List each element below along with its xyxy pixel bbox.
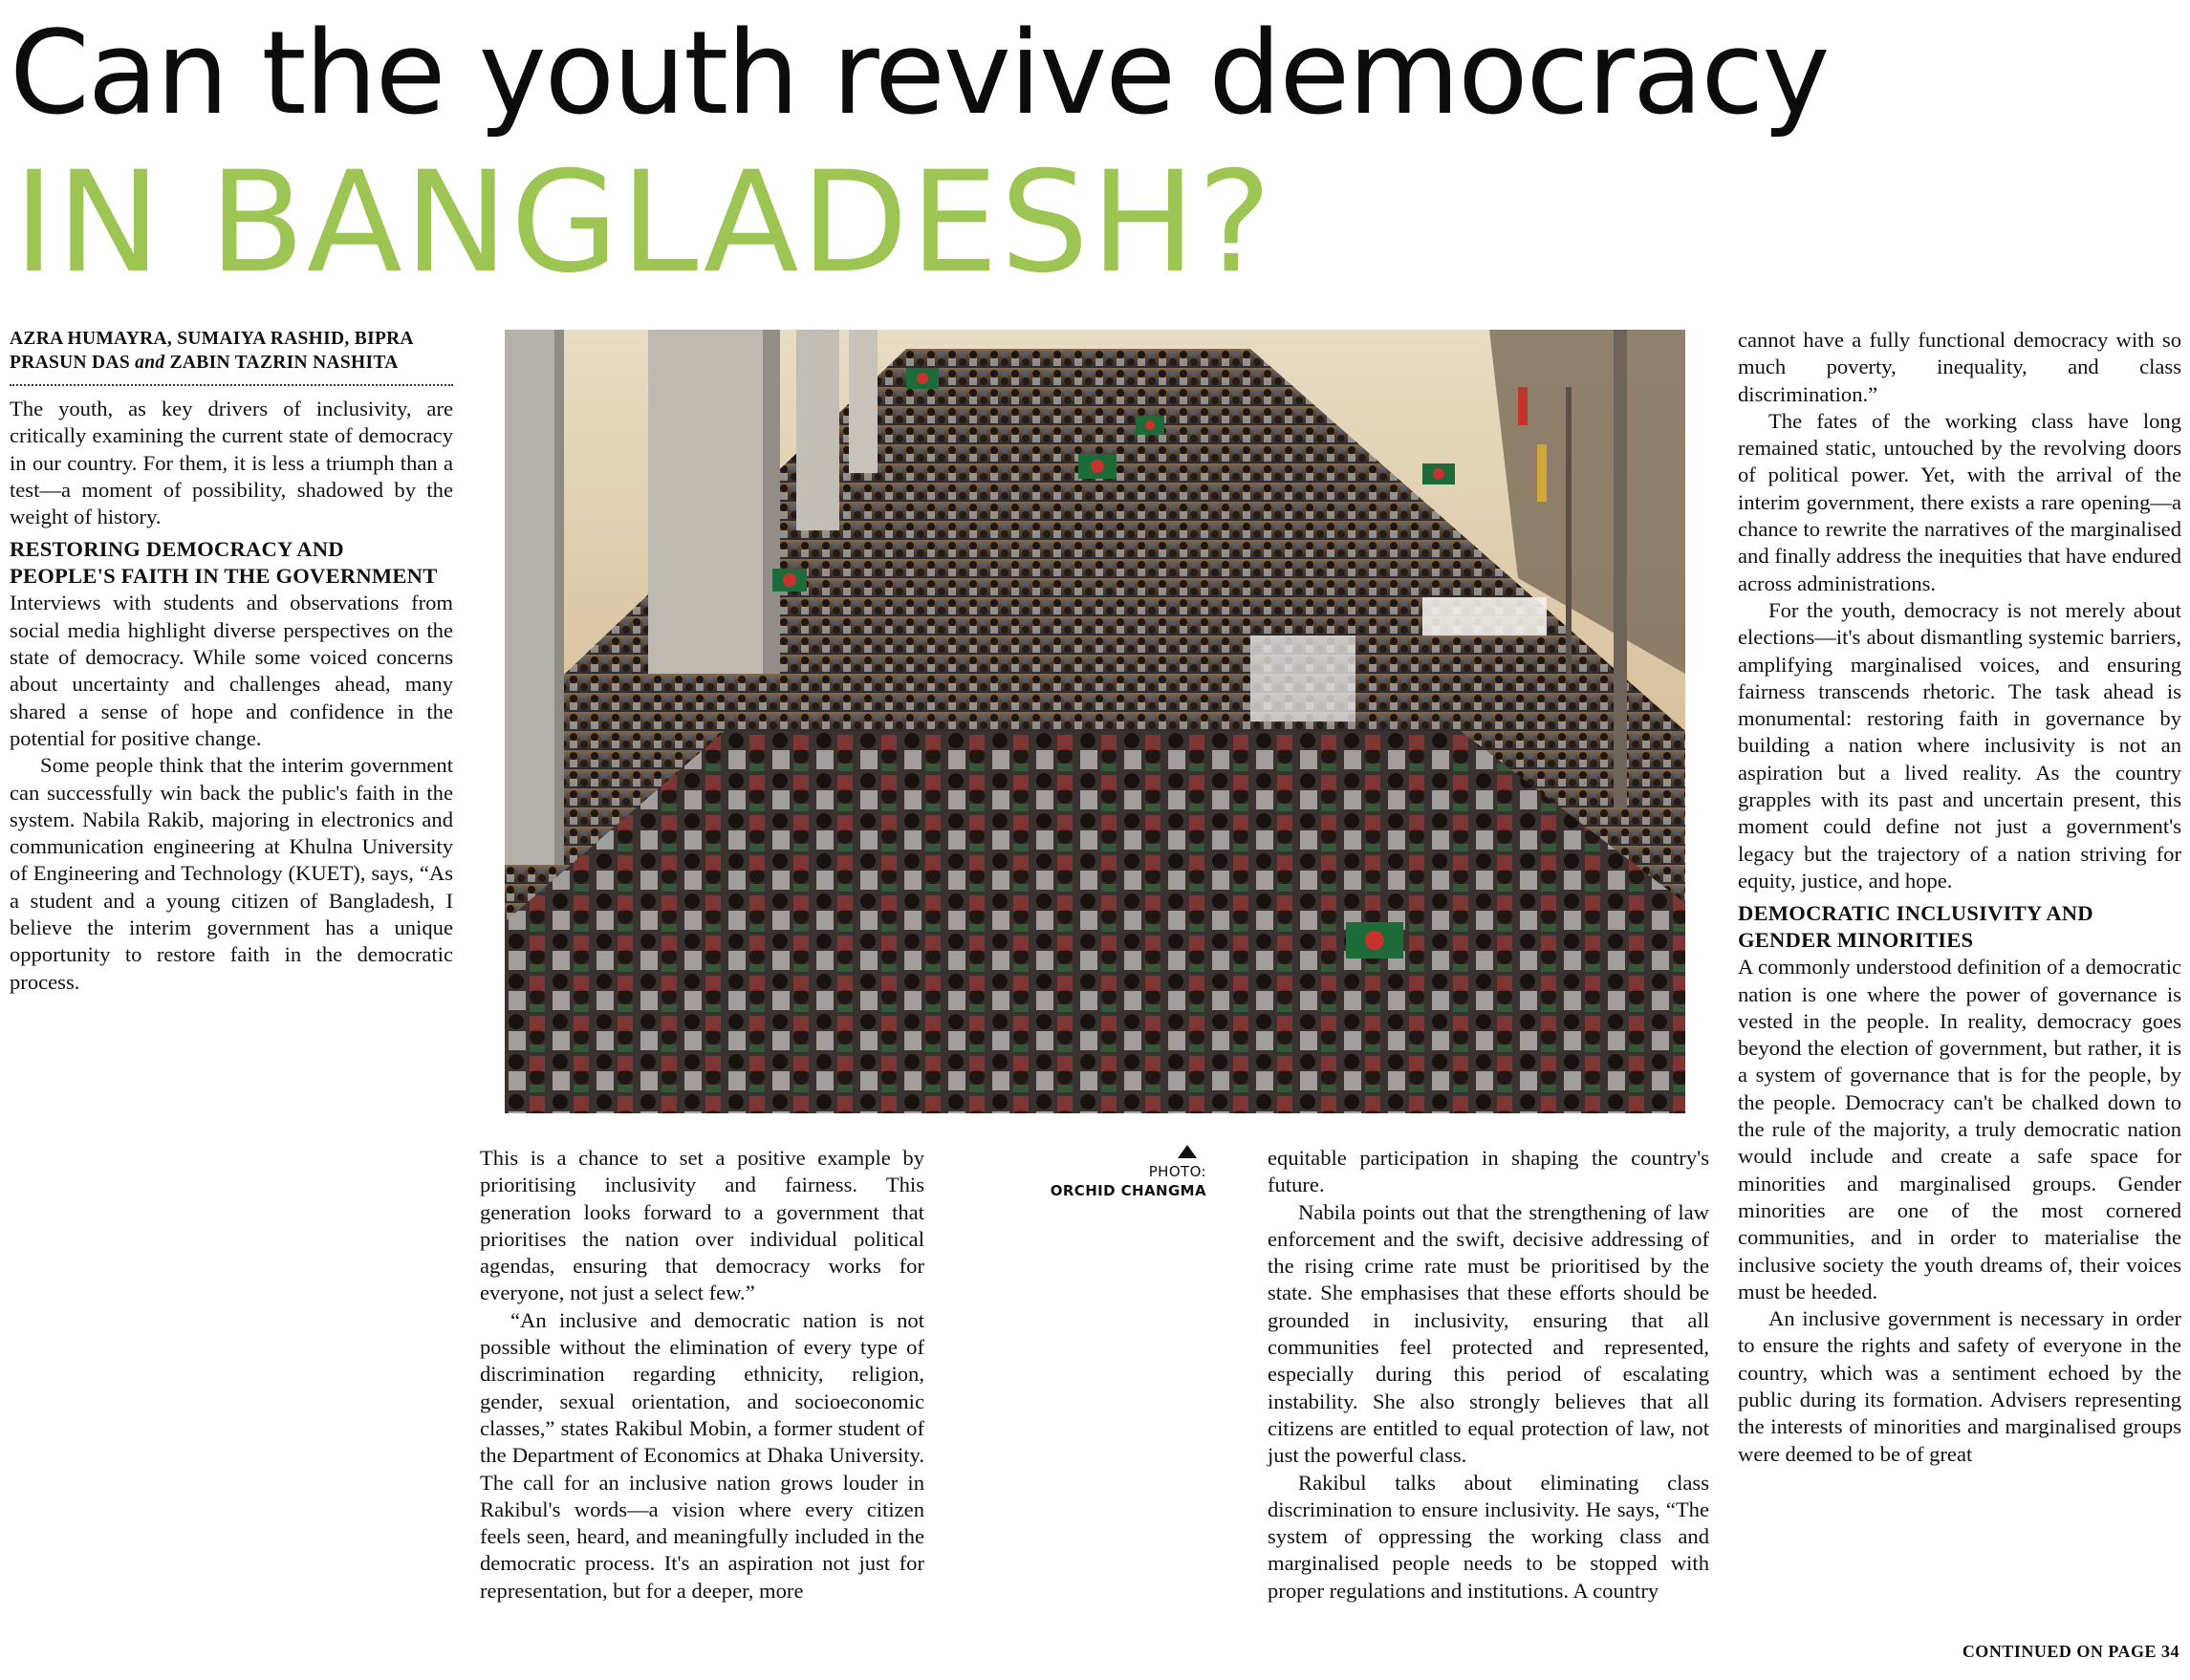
paragraph: The fates of the working class have long remained static, untouched by the revolving doors of political power. Yet, with the arrival of the interim government, there exists a rare opening—a chance to rewrite the narratives of the marginalised and finally address the inequities that have endured across administrations. [1738, 408, 2181, 595]
photo-credit-label: PHOTO: [1148, 1163, 1206, 1180]
paragraph: “An inclusive and democratic nation is not possible without the elimination of every type of discrimination regarding ethnicity, religion, gender, sexual orientation, and socioeconomic classes,” states Rakibul Mobin, a former student of the Department of Economics at Dhaka University. The call for an inclusive nation grows louder in Rakibul's words—a vision where every citizen feels seen, heard, and meaningfully included in the democratic process. It's an aspiration not just for representation, but for a deeper, more [480, 1307, 924, 1603]
section-heading: RESTORING DEMOCRACY AND PEOPLE'S FAITH IN THE GOVERNMENT [10, 537, 438, 589]
photo-credit [1032, 1145, 1206, 1200]
article-column-2 [480, 1145, 924, 1605]
continued-on-page: CONTINUED ON PAGE 34 [1962, 1642, 2179, 1661]
byline [10, 327, 453, 386]
paragraph: The youth, as key drivers of inclusivity, are critically examining the current state of democracy in our country. For them, it is less a triumph than a test—a moment of possibility, shadowed by the weight of history. [10, 397, 453, 529]
paragraph: Some people think that the interim government can successfully win back the public's faith in the system. Nabila Rakib, majoring in electronics and communication engineering at Khulna University of Engineering and Technology (KUET), says, “As a student and a young citizen of Bangladesh, I believe the interim government has a unique opportunity to restore faith in the democratic process. [10, 753, 453, 994]
byline-conjunction: and [135, 353, 165, 373]
paragraph: Nabila points out that the strengthening of law enforcement and the swift, decisive addressing of the rising crime rate must be prioritised by the state. She emphasises that these efforts should be grounded in inclusivity, ensuring that all communities feel protected and represented, especially during this period of escalating instability. She also strongly believes that all citizens are entitled to equal protection of law, not just the powerful class. [1268, 1199, 1709, 1468]
section-heading: DEMOCRATIC INCLUSIVITY AND GENDER MINORITIES [1738, 901, 2093, 953]
photo-credit-name: ORCHID CHANGMA [1050, 1182, 1206, 1199]
paragraph: An inclusive government is necessary in order to ensure the rights and safety of everyone in the country, which was a sentiment echoed by the public during its formation. Advisers representing the interests of minorities and marginalised groups were deemed to be of great [1738, 1306, 2181, 1466]
article-column-3 [1268, 1145, 1709, 1605]
byline-authors-1: AZRA HUMAYRA, SUMAIYA RASHID, BIPRA PRASUN DAS [10, 329, 413, 373]
paragraph: This is a chance to set a positive example by prioritising inclusivity and fairness. This generation looks forward to a government that prioritises the nation over individual political agendas, ensuring that democracy works for everyone, not just a select few.” [480, 1146, 924, 1305]
headline-line-1: Can the youth revive democracy [10, 8, 1829, 140]
paragraph: Interviews with students and observations from social media highlight diverse perspectives on the state of democracy. While some voiced concerns about uncertainty and challenges ahead, many shared a sense of hope and confidence in the potential for positive change. [10, 591, 453, 750]
article-column-1 [10, 327, 453, 996]
paragraph: equitable participation in shaping the country's future. [1268, 1146, 1709, 1197]
paragraph: Rakibul talks about eliminating class discrimination to ensure inclusivity. He says, “The system of oppressing the working class and marginalised people needs to be stopped with proper regulations and institutions. A country [1268, 1470, 1709, 1603]
protest-crowd-photo [505, 330, 1685, 1113]
byline-authors-2: ZABIN TAZRIN NASHITA [169, 353, 399, 373]
paragraph: A commonly understood definition of a democratic nation is one where the power of governance is vested in the people. In reality, democracy goes beyond the election of government, but rather, it is a system of governance that is for the people, by the people. Democracy can't be chalked down to the rule of the majority, a truly democratic nation would include and create a safe space for minorities and marginalised groups. Gender minorities are one of the most cornered communities, and in order to materialise the inclusive society the youth dreams of, their voices must be heeded. [1738, 955, 2181, 1303]
paragraph: For the youth, democracy is not merely about elections—it's about dismantling systemic barriers, amplifying marginalised voices, and ensuring fairness transcends rhetoric. The task ahead is monumental: restoring faith in governance by building a nation where inclusivity is not an aspiration but a lived reality. As the country grapples with its past and uncertain present, this moment could define not just a government's legacy but the trajectory of a nation striving for equity, justice, and hope. [1738, 597, 2181, 893]
triangle-up-icon [1178, 1145, 1197, 1158]
paragraph: cannot have a fully functional democracy with so much poverty, inequality, and class discrimination.” [1738, 328, 2181, 406]
article-column-4 [1738, 327, 2181, 1468]
headline-line-2: IN BANGLADESH? [13, 141, 1274, 304]
photo-illustration [505, 330, 1685, 1113]
